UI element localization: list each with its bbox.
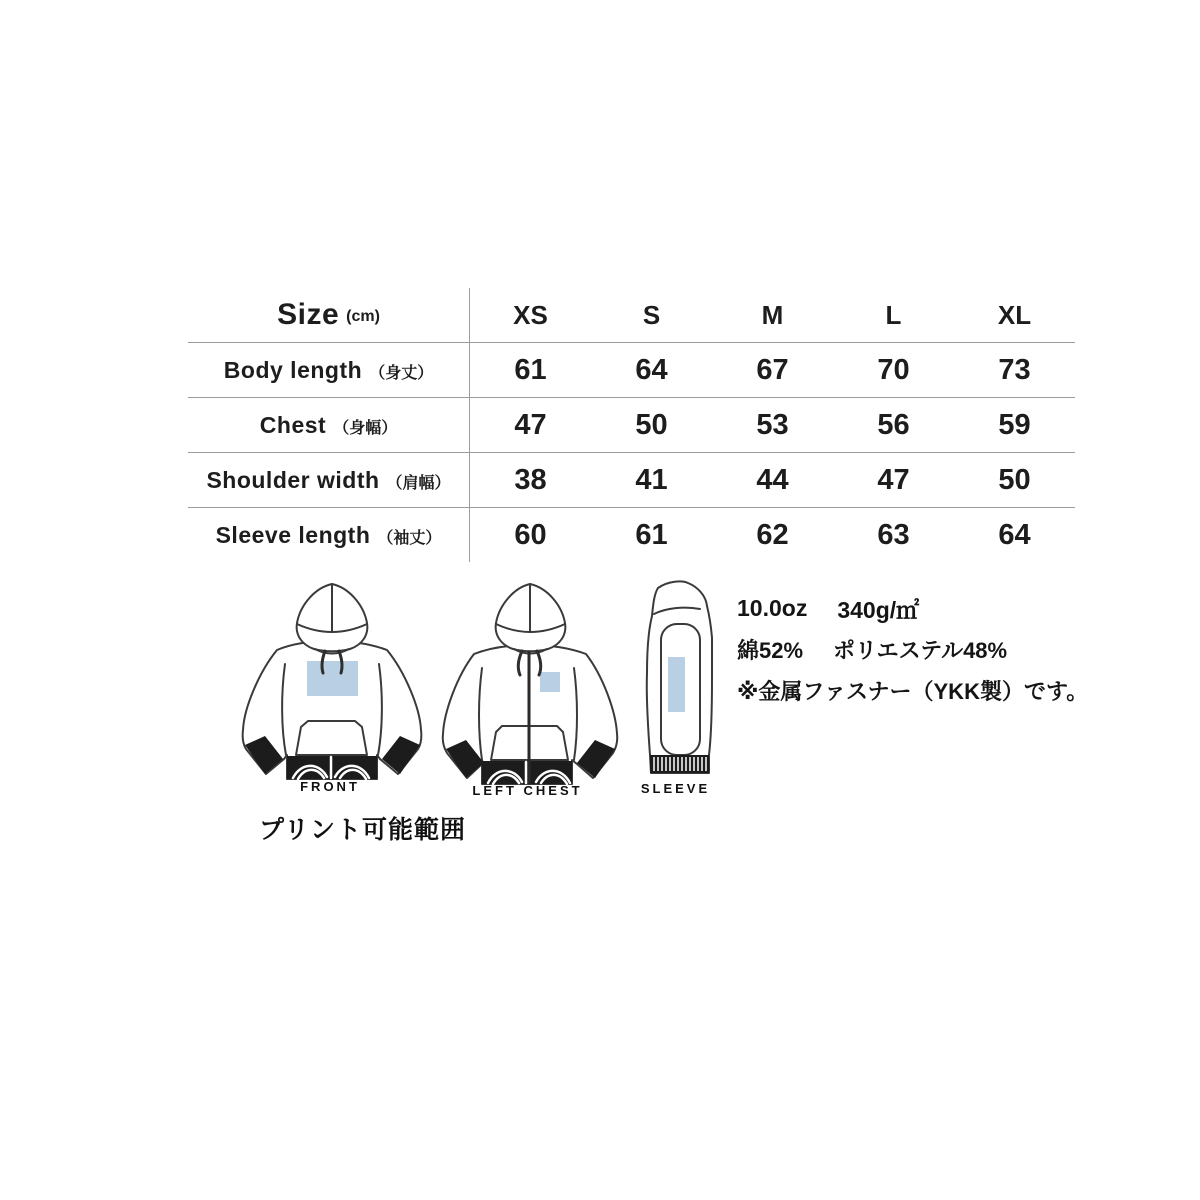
column-header-xl: XL	[997, 299, 1032, 330]
size-value: 61	[635, 518, 668, 551]
sleeve-label: SLEEVE	[640, 781, 711, 796]
column-header-s: S	[642, 299, 661, 330]
row-label: Chest	[259, 411, 327, 438]
size-table	[188, 288, 1075, 562]
sleeve-line-art	[647, 581, 712, 773]
sleeve-illustration	[638, 578, 728, 778]
fabric-material-line	[737, 629, 1088, 670]
column-header-l: L	[885, 299, 902, 330]
row-label: Body length	[223, 356, 363, 383]
size-value: 73	[998, 353, 1031, 386]
front-print-area	[307, 661, 358, 696]
size-unit: (cm)	[346, 308, 380, 325]
row-label-jp: （身幅）	[333, 419, 398, 437]
front-label: FRONT	[300, 779, 360, 794]
material-polyester: ポリエステル48%	[833, 638, 1008, 663]
size-value: 62	[756, 518, 789, 551]
left-chest-label: LEFT CHEST	[472, 783, 583, 798]
row-label-cell	[188, 453, 470, 507]
left-chest-print-area	[540, 672, 560, 692]
size-value: 60	[514, 518, 547, 551]
table-row-shoulder-width	[188, 453, 1075, 508]
size-value: 47	[877, 463, 910, 496]
column-header-m: M	[761, 299, 784, 330]
size-value: 70	[877, 353, 910, 386]
size-value: 59	[998, 408, 1031, 441]
row-label-cell	[188, 343, 470, 397]
front-hoodie-illustration	[235, 578, 430, 785]
print-area-caption: プリント可能範囲	[259, 816, 467, 844]
zipper-note: ※金属ファスナー（YKK製）です。	[737, 679, 1089, 704]
material-cotton: 綿52%	[737, 638, 804, 663]
size-value: 61	[514, 353, 547, 386]
size-value: 44	[756, 463, 789, 496]
size-value: 56	[877, 408, 910, 441]
size-value: 67	[756, 353, 789, 386]
hoodie-line-art	[243, 584, 422, 779]
row-label: Shoulder width	[206, 466, 380, 493]
size-value: 64	[635, 353, 668, 386]
size-value: 41	[635, 463, 668, 496]
hoodie-line-art	[443, 584, 618, 784]
left-chest-hoodie-illustration	[438, 578, 623, 793]
size-title: Size	[277, 298, 340, 331]
table-row-chest	[188, 398, 1075, 453]
size-value: 50	[635, 408, 668, 441]
table-row-sleeve-length	[188, 508, 1075, 562]
size-header-cell	[188, 288, 470, 342]
size-value: 63	[877, 518, 910, 551]
row-label-cell	[188, 508, 470, 562]
row-label-jp: （袖丈）	[377, 529, 442, 547]
weight-gsm: 340g/㎡	[837, 597, 920, 623]
size-value: 47	[514, 408, 547, 441]
table-row-body-length	[188, 343, 1075, 398]
fabric-specs	[737, 588, 1088, 711]
size-value: 50	[998, 463, 1031, 496]
row-label-cell	[188, 398, 470, 452]
sleeve-print-area	[668, 657, 685, 712]
size-value: 64	[998, 518, 1031, 551]
zipper-note-line	[737, 670, 1088, 711]
size-value: 38	[514, 463, 547, 496]
row-label: Sleeve length	[215, 521, 371, 548]
size-value: 53	[756, 408, 789, 441]
row-label-jp: （身丈）	[369, 364, 434, 382]
size-table-header-row	[188, 288, 1075, 343]
row-label-jp: （肩幅）	[386, 474, 451, 492]
weight-oz: 10.0oz	[737, 595, 808, 621]
column-header-xs: XS	[513, 299, 548, 330]
fabric-weight-line	[737, 588, 1088, 629]
